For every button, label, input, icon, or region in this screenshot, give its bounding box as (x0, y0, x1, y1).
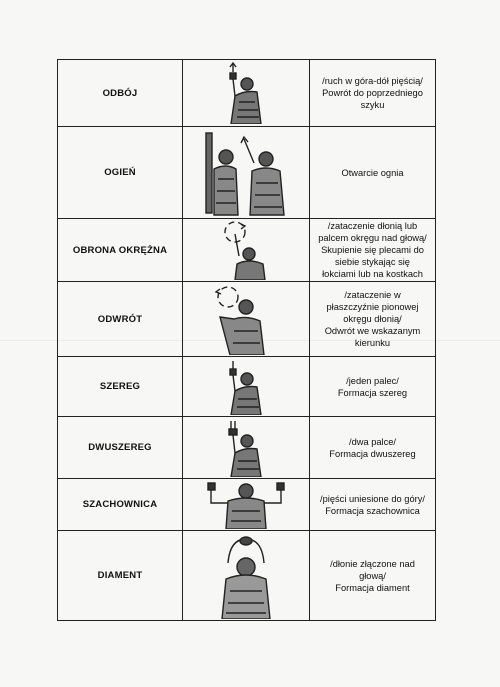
soldier-fist-updown-icon (211, 62, 281, 124)
soldier-vertical-circle-icon (206, 283, 286, 355)
table-row (58, 127, 436, 219)
soldiers-fire-signal-icon (196, 129, 296, 217)
signal-description: łokciami lub na kostkach (322, 269, 423, 279)
signal-description: Odwrót we wskazanym (324, 326, 421, 336)
soldier-one-finger-icon (211, 359, 281, 415)
signal-description: kierunku (354, 338, 391, 348)
signal-name: ODWRÓT (58, 282, 183, 357)
signal-name: DIAMENT (58, 531, 183, 621)
soldier-fists-raised-icon (196, 481, 296, 529)
signal-name: DWUSZEREG (58, 417, 183, 479)
signal-name: OGIEŃ (58, 127, 183, 219)
signal-description: Formacja dwuszereg (329, 448, 416, 459)
signal-description: siebie stykając się (335, 257, 410, 267)
signal-description: Otwarcie ognia (341, 167, 404, 178)
signal-description: palcem okręgu nad głową/ (318, 233, 427, 243)
signal-description: /dwa palce/ (348, 436, 397, 447)
soldier-circle-overhead-icon (211, 220, 281, 280)
hand-signals-table (57, 59, 436, 621)
table-row (58, 219, 436, 282)
signal-description: okręgu dłonią/ (343, 314, 402, 324)
soldier-hands-joined-icon (206, 533, 286, 619)
signal-name: OBRONA OKRĘŻNA (58, 219, 183, 282)
signal-description: Formacja szachownica (325, 505, 420, 516)
signal-description: szyku (360, 100, 385, 110)
signal-description: /dłonie złączone nad (330, 558, 415, 569)
signal-description: /zataczenie dłonią lub (327, 221, 418, 231)
signal-description: Formacja szereg (337, 387, 408, 398)
signal-description: /pięści uniesione do góry/ (320, 493, 425, 504)
signal-description: głową/ (359, 570, 386, 581)
signal-description: Formacja diament (335, 582, 410, 593)
table-row (58, 282, 436, 357)
table-row (58, 417, 436, 479)
signal-description: /zataczenie w (344, 290, 401, 300)
table-row (58, 60, 436, 127)
signal-description: /jeden palec/ (346, 375, 399, 386)
table-row (58, 357, 436, 417)
signal-name: SZACHOWNICA (58, 479, 183, 531)
signal-description: /ruch w góra-dół pięścią/ (322, 76, 423, 86)
table-row (58, 531, 436, 621)
signal-description: płaszczyźnie pionowej (326, 302, 419, 312)
signal-name: SZEREG (58, 357, 183, 417)
table-row (58, 479, 436, 531)
signal-description: Skupienie się plecami do (321, 245, 424, 255)
soldier-two-fingers-icon (211, 419, 281, 477)
signal-name: ODBÓJ (58, 60, 183, 127)
signal-description: Powrót do poprzedniego (322, 88, 423, 98)
